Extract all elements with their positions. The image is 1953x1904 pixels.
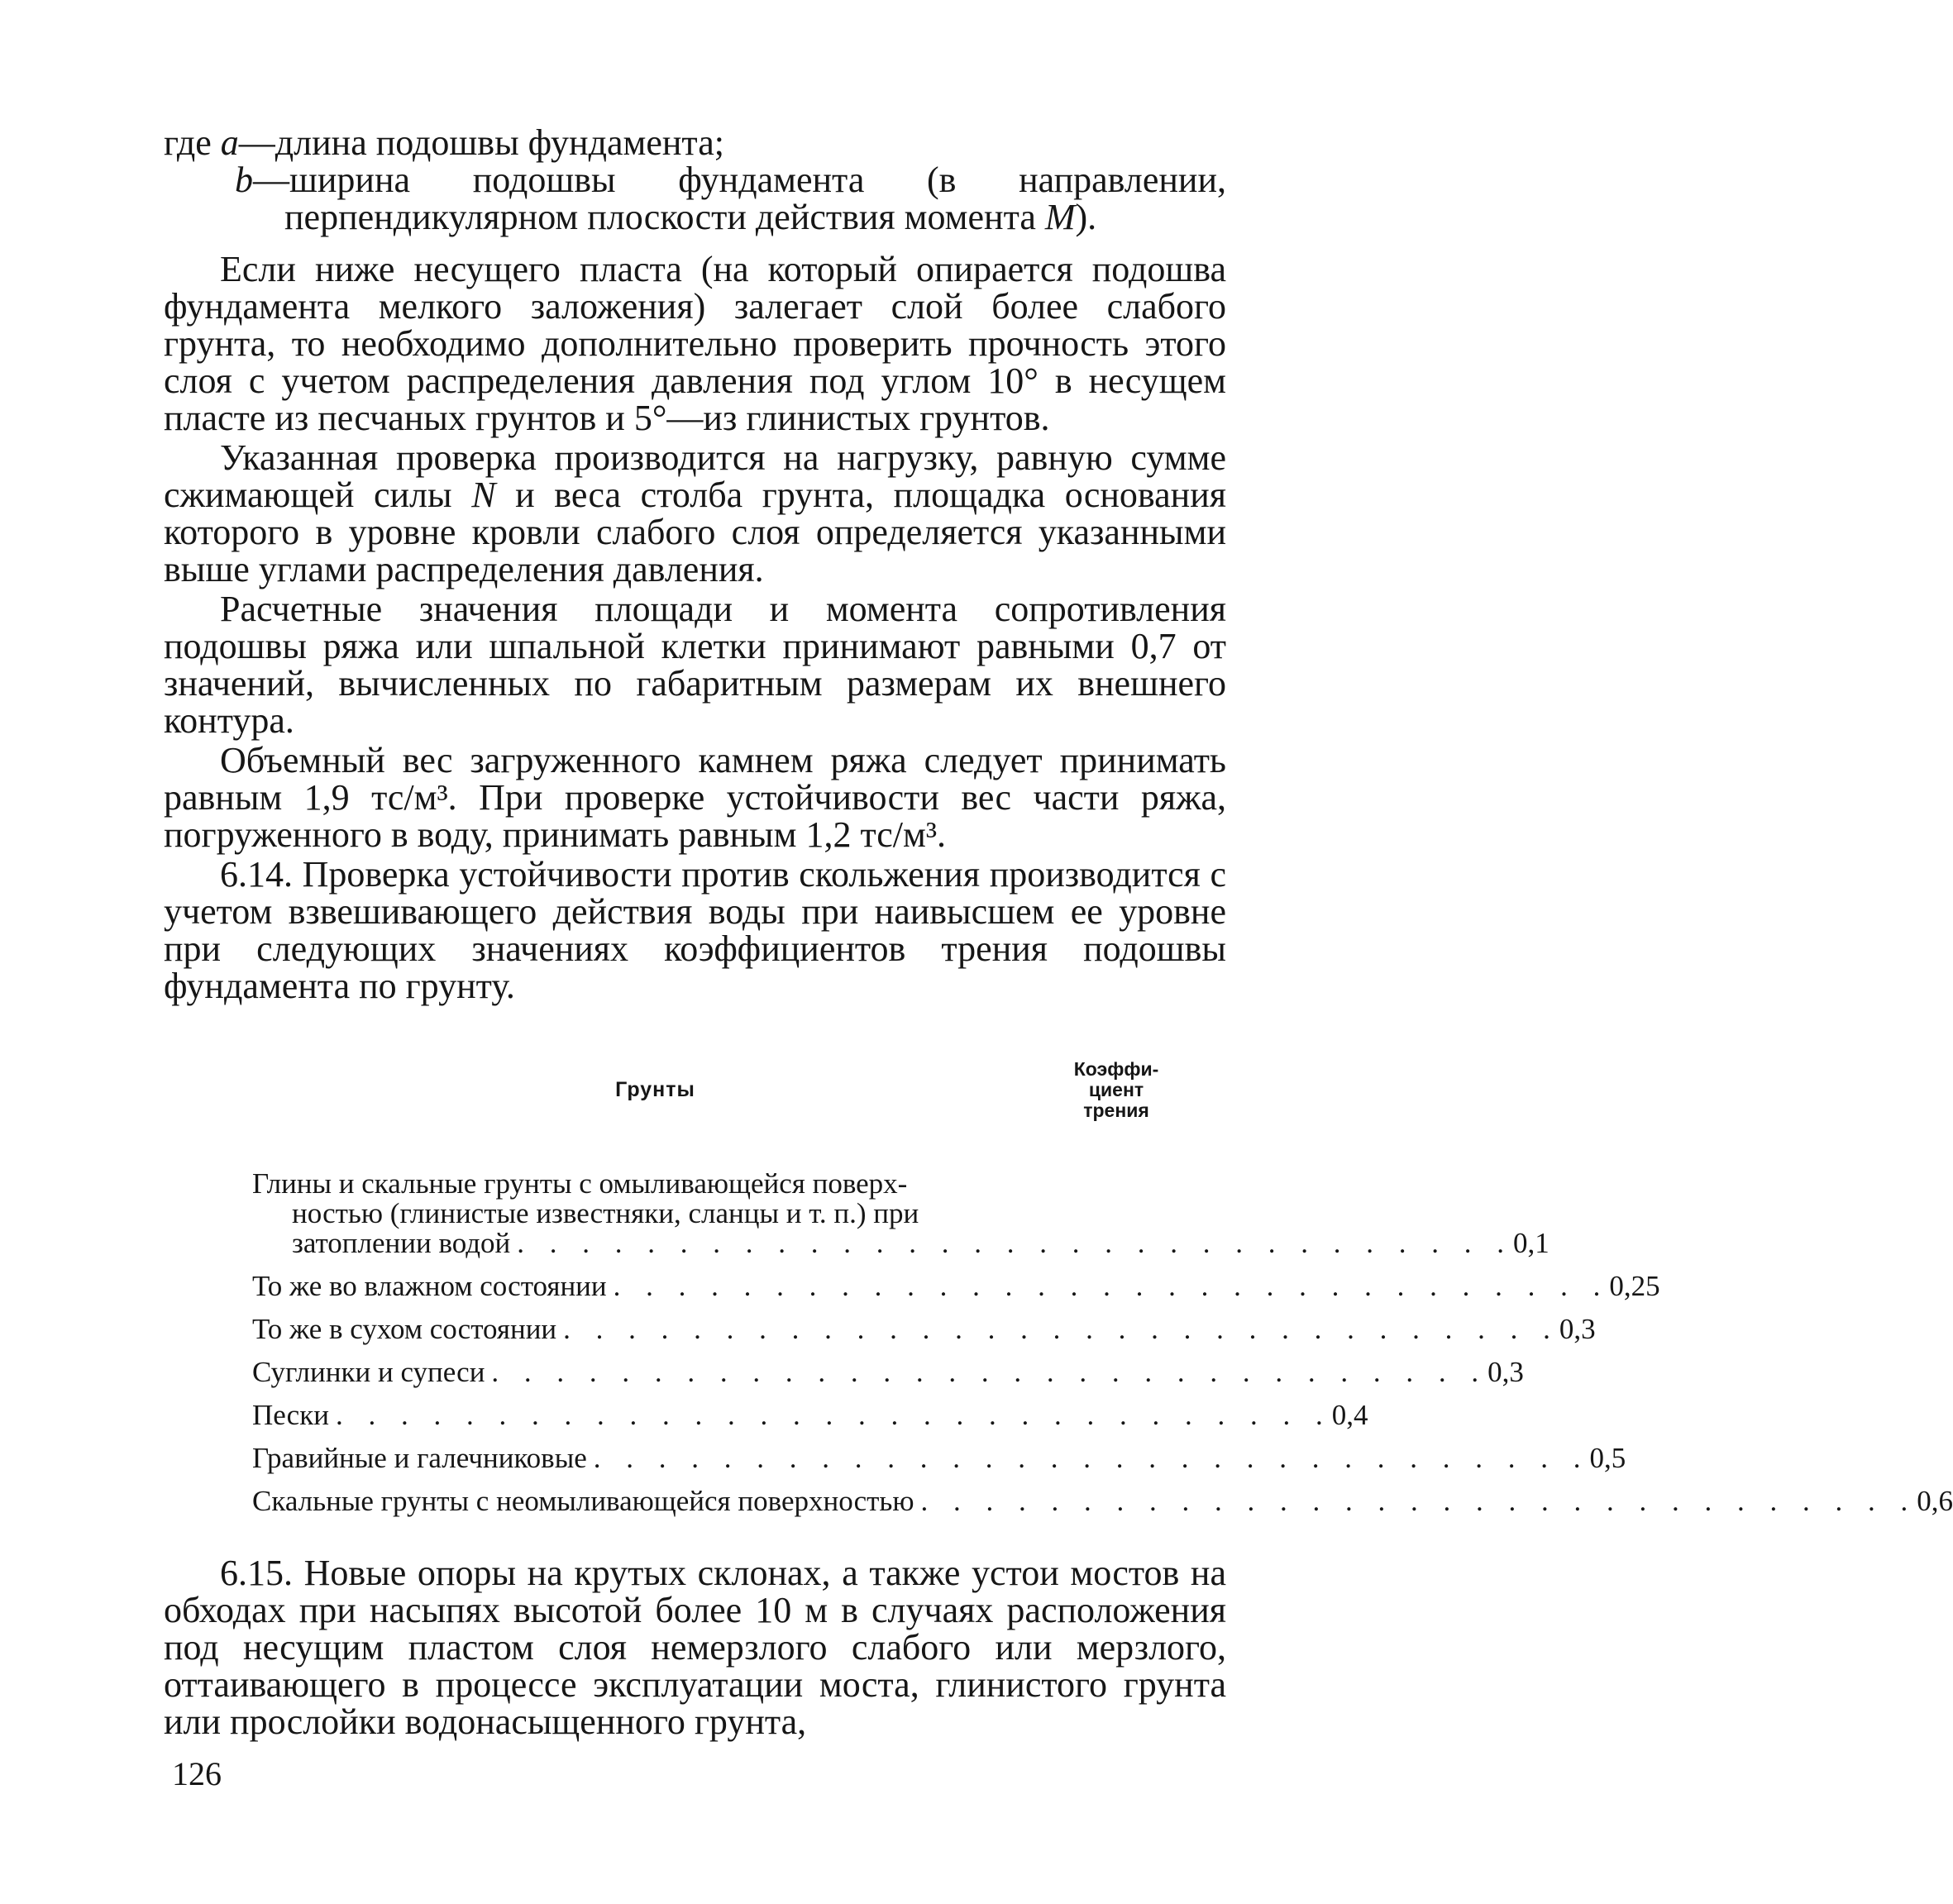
row-text-line: ностью (глинистые известняки, сланцы и т. п.) при bbox=[292, 1197, 919, 1229]
friction-coefficient-table bbox=[252, 1040, 1953, 1529]
row-soil-name bbox=[252, 1401, 1332, 1430]
row-text-line: Глины и скальные грунты с омыливающейся поверх- bbox=[252, 1167, 908, 1200]
dot-leader: . . . . . . . . . . . . . . . . . . . . . . . . . . . . . . . bbox=[491, 1356, 1488, 1388]
header-coefficient: Коэффи- циент трения bbox=[1073, 1057, 1159, 1121]
row-soil-name bbox=[252, 1315, 1559, 1344]
table-body bbox=[252, 1167, 1953, 1517]
force-symbol: N bbox=[471, 475, 496, 515]
definition-symbol: M bbox=[1044, 197, 1076, 237]
row-soil-name bbox=[252, 1444, 1590, 1473]
row-coefficient: 0,25 bbox=[1609, 1270, 1660, 1302]
definition-b bbox=[164, 161, 1226, 236]
paragraph-unit-weight: Объемный вес загруженного камнем ряжа следует принимать равным 1,9 тс/м³. При проверке устойчивости вес части ряжа, погруженного в воду, принимать равным 1,2 тс/м³. bbox=[164, 740, 1226, 855]
row-text-line: Гравийные и галечниковые bbox=[252, 1442, 587, 1474]
row-text-line: Суглинки и супеси bbox=[252, 1356, 485, 1388]
definition-symbol: a bbox=[220, 122, 239, 163]
paragraph-6-14: 6.14. Проверка устойчивости против скольжения производится с учетом взвешивающего действия воды при наивысшем ее уровне при следующих значениях коэффициентов трения подошвы фундамента по грунту. bbox=[164, 854, 1226, 1006]
dot-leader: . . . . . . . . . . . . . . . . . . . . . . . . . . . . . . . bbox=[335, 1399, 1332, 1431]
row-coefficient: 0,1 bbox=[1513, 1227, 1550, 1259]
table-row bbox=[252, 1485, 1953, 1517]
row-coefficient: 0,6 bbox=[1917, 1485, 1953, 1517]
paragraph-weak-layer: Если ниже несущего пласта (на который опирается подошва фундамента мелкого заложения) залегает слой более слабого грунта, то необходимо дополнительно проверить прочность этого слоя с учетом распределения давления под углом 10° в несущем пласте из песчаных грунтов и 5°—из глинистых грунтов. bbox=[164, 249, 1226, 438]
dot-leader: . . . . . . . . . . . . . . . . . . . . . . . . . . . . . . . bbox=[593, 1442, 1590, 1474]
definitions-block bbox=[164, 124, 1226, 236]
row-text-line: Пески bbox=[252, 1399, 329, 1431]
body-text bbox=[164, 251, 1226, 1004]
row-coefficient: 0,3 bbox=[1487, 1356, 1524, 1388]
row-dotted-line bbox=[252, 1229, 1513, 1258]
row-text-line: Скальные грунты с неомыливающейся поверхностью bbox=[252, 1485, 914, 1517]
table-row bbox=[252, 1313, 1596, 1345]
row-coefficient: 0,3 bbox=[1559, 1313, 1596, 1345]
dot-leader: . . . . . . . . . . . . . . . . . . . . . . . . . . . . . . . bbox=[920, 1485, 1917, 1517]
definition-prefix: где bbox=[164, 122, 221, 163]
paragraph-6-15: 6.15. Новые опоры на крутых склонах, а также устои мостов на обходах при насыпях высотой более 10 м в случаях расположения под несущим пластом слоя немерзлого слабого или мерзлого, оттаивающего в процессе эксплуатации моста, глинистого грунта или прослойки водонасыщенного грунта, bbox=[164, 1553, 1226, 1742]
dot-leader: . . . . . . . . . . . . . . . . . . . . . . . . . . . . . . . bbox=[563, 1313, 1559, 1345]
section-6-15 bbox=[164, 1554, 1226, 1740]
table-row bbox=[252, 1167, 1550, 1259]
paragraph-text: и веса столба грунта, площадка основания которого в уровне кровли слабого слоя определяется указанными выше углами распределения давления. bbox=[164, 475, 1226, 589]
table-row bbox=[252, 1270, 1660, 1302]
table-row bbox=[252, 1399, 1368, 1431]
row-text-line: затоплении водой bbox=[292, 1227, 511, 1259]
definition-text: —длина подошвы фундамента; bbox=[238, 122, 724, 163]
row-soil-name bbox=[252, 1358, 1487, 1387]
table-row bbox=[252, 1356, 1524, 1388]
page-number: 126 bbox=[172, 1755, 222, 1792]
table-row bbox=[252, 1442, 1626, 1474]
dot-leader: . . . . . . . . . . . . . . . . . . . . . . . . . . . . . . . bbox=[517, 1227, 1514, 1259]
definition-a bbox=[164, 124, 1226, 161]
paragraph-design-values: Расчетные значения площади и момента сопротивления подошвы ряжа или шпальной клетки принимают равными 0,7 от значений, вычисленных по габаритным размерам их внешнего контура. bbox=[164, 589, 1226, 741]
paragraph-text: Указанная проверка производится на нагрузку, равную сумме сжимающей силы bbox=[164, 437, 1226, 515]
definition-text: ). bbox=[1075, 197, 1097, 237]
row-text-line: То же в сухом состоянии bbox=[252, 1313, 557, 1345]
row-soil-name bbox=[252, 1169, 1513, 1258]
paragraph-check-load bbox=[164, 439, 1226, 588]
header-soils: Грунты bbox=[615, 1077, 695, 1101]
dot-leader: . . . . . . . . . . . . . . . . . . . . . . . . . . . . . . . bbox=[613, 1270, 1610, 1302]
row-text-line: То же во влажном состоянии bbox=[252, 1270, 607, 1302]
table-header bbox=[252, 1040, 1174, 1139]
definition-text: —ширина подошвы фундамента (в направлении, перпендикулярном плоскости действия момента bbox=[253, 160, 1226, 237]
row-coefficient: 0,5 bbox=[1589, 1442, 1626, 1474]
row-soil-name bbox=[252, 1272, 1609, 1301]
row-soil-name bbox=[252, 1486, 1917, 1516]
row-coefficient: 0,4 bbox=[1331, 1399, 1368, 1431]
definition-symbol: b bbox=[235, 160, 253, 200]
